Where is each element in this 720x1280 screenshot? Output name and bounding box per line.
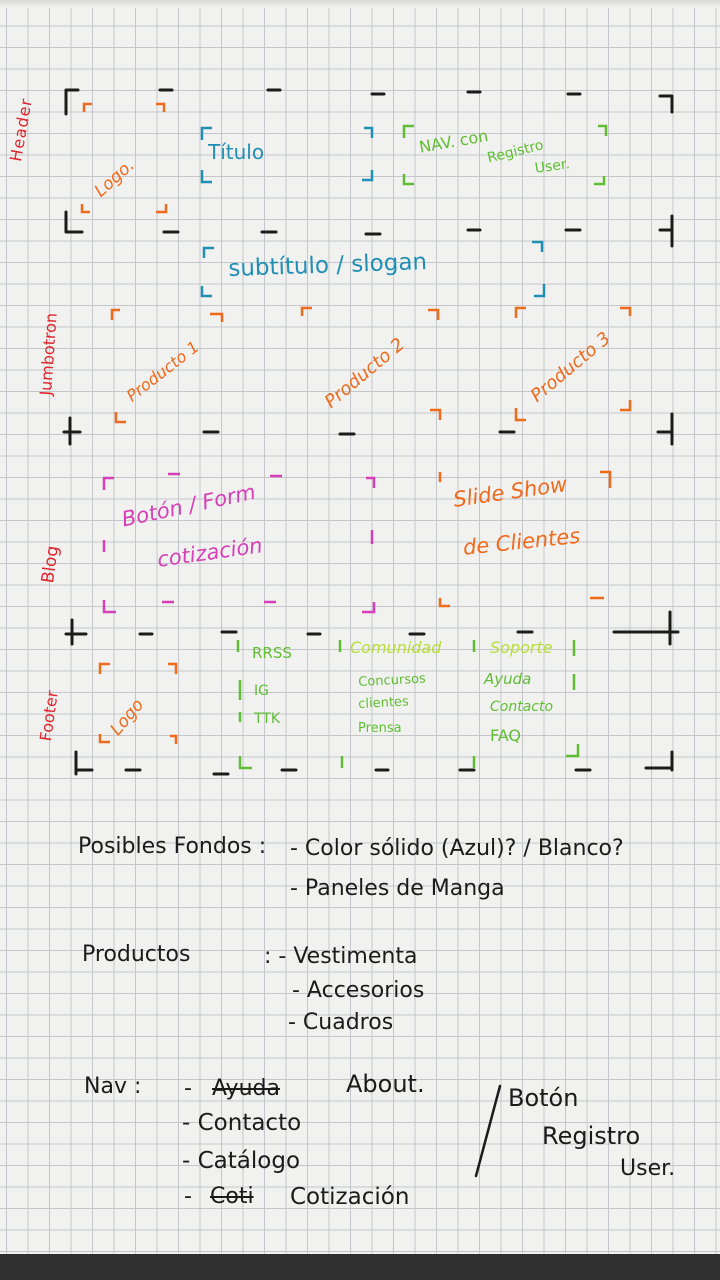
jumbotron-subtitle: subtítulo / slogan <box>227 249 428 282</box>
header-nav-line1: NAV. con <box>417 125 490 157</box>
notes-nav-item-4-struck: Coti <box>210 1184 254 1209</box>
footer-community-title: Comunidad <box>350 638 442 657</box>
notes-register-button-line1: Botón <box>508 1084 579 1112</box>
notes-nav-item-4: Cotización <box>290 1184 410 1210</box>
notes-products-item-3: - Cuadros <box>288 1010 394 1035</box>
footer-community-item-3: Prensa <box>358 721 402 736</box>
blog-quote-button-line1: Botón / Form <box>119 479 258 532</box>
notes-nav-item-1-struck: Ayuda <box>212 1076 280 1101</box>
notes-register-button-line2: Registro <box>542 1122 641 1150</box>
header-nav-line3: User. <box>533 156 571 177</box>
footer-rrss-title: RRSS <box>252 644 292 662</box>
jumbotron-product-2: Producto 2 <box>320 333 409 413</box>
header-nav-line2: Registro <box>485 137 546 167</box>
jumbotron-product-1: Producto 1 <box>122 337 203 406</box>
footer-rrss-item-2: TTK <box>254 711 281 727</box>
blog-quote-button-line2: cotización <box>155 533 264 572</box>
footer-support-title: Soporte <box>490 638 553 657</box>
notes-nav-item-1: About. <box>346 1070 425 1098</box>
footer-support-item-1: Ayuda <box>484 670 532 688</box>
blog-slideshow-line2: de Clientes <box>461 523 582 560</box>
header-title: Título <box>208 140 265 164</box>
notes-products-item-1: : - Vestimenta <box>264 944 418 969</box>
footer-community-item-1: Concursos <box>357 671 427 690</box>
notes-backgrounds-item-2: - Paneles de Manga <box>290 876 505 901</box>
jumbotron-product-3: Producto 3 <box>526 327 615 407</box>
footer-support-item-3: FAQ <box>490 726 521 745</box>
notes-register-button-line3: User. <box>620 1156 676 1181</box>
notes-products-item-2: - Accesorios <box>292 978 425 1003</box>
notes-backgrounds-item-1: - Color sólido (Azul)? / Blanco? <box>290 836 624 861</box>
section-label-header: Header <box>6 96 36 163</box>
notes-nav-item-3: - Catálogo <box>182 1148 301 1174</box>
notes-products-label: Productos <box>82 942 191 967</box>
section-label-jumbotron: Jumbotron <box>36 312 61 397</box>
notes-nav-item-2: - Contacto <box>182 1110 302 1136</box>
notes-nav-label: Nav : <box>84 1074 142 1099</box>
header-logo: Logo. <box>90 155 139 202</box>
footer-logo: Logo <box>106 695 149 740</box>
footer-support-item-2: Contacto <box>490 699 554 715</box>
footer-community-item-2: clientes <box>357 694 410 712</box>
section-label-blog: Blog <box>38 544 64 585</box>
notes-nav-dash-1: - <box>184 1076 192 1101</box>
section-label-footer: Footer <box>36 689 62 743</box>
blog-slideshow-line1: Slide Show <box>451 472 569 512</box>
footer-rrss-item-1: IG <box>254 683 269 699</box>
notes-backgrounds-label: Posibles Fondos : <box>78 834 267 859</box>
notes-nav-dash-4: - <box>184 1184 192 1209</box>
